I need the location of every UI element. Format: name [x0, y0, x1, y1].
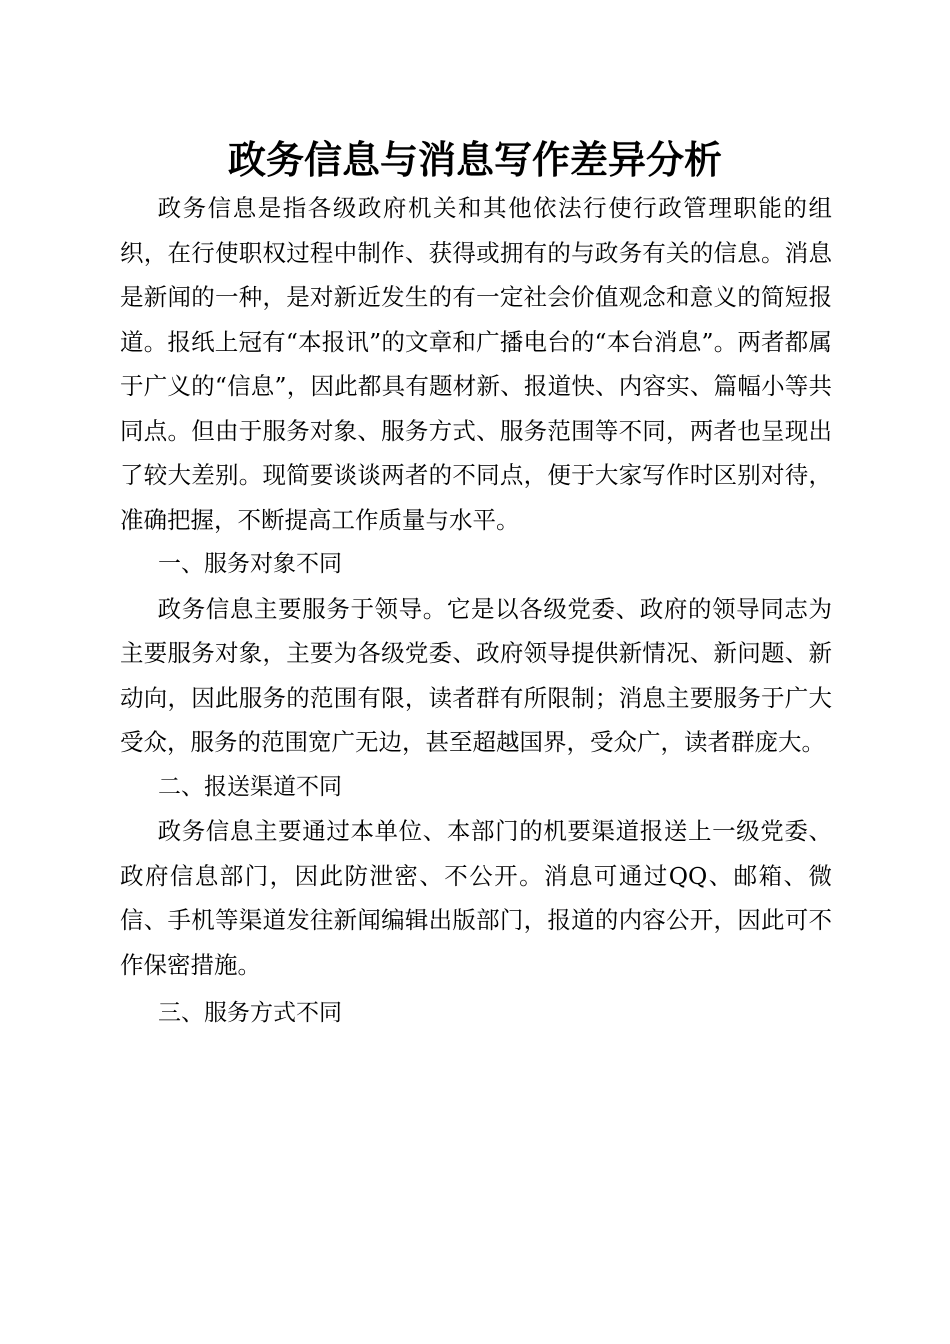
section-paragraph-1: 政务信息主要服务于领导。它是以各级党委、政府的领导同志为主要服务对象，主要为各级党委、政府领导提供新情况、新问题、新动向，因此服务的范围有限，读者群有所限制；消息主要服务于广大受众，服务的范围宽广无边，甚至超越国界，受众广，读者群庞大。 — [120, 594, 832, 756]
section-heading-3: 三、服务方式不同 — [158, 1000, 342, 1026]
document-title: 政务信息与消息写作差异分析 — [227, 137, 722, 182]
document-body — [120, 186, 832, 1036]
section-heading-2: 二、报送渠道不同 — [158, 773, 342, 800]
section-paragraph-2: 政务信息主要通过本单位、本部门的机要渠道报送上一级党委、政府信息部门，因此防泄密、不公开。消息可通过QQ、邮箱、微信、手机等渠道发往新闻编辑出版部门，报道的内容公开，因此可不作保密措施。 — [120, 817, 832, 979]
intro-paragraph: 政务信息是指各级政府机关和其他依法行使行政管理职能的组织，在行使职权过程中制作、获得或拥有的与政务有关的信息。消息是新闻的一种，是对新近发生的有一定社会价值观念和意义的简短报道。报纸上冠有“本报讯”的文章和广播电台的“本台消息”。两者都属于广义的“信息”，因此都具有题材新、报道快、内容实、篇幅小等共同点。但由于服务对象、服务方式、服务范围等不同，两者也呈现出了较大差别。现简要谈谈两者的不同点，便于大家写作时区别对待，准确把握，不断提高工作质量与水平。 — [120, 194, 832, 534]
section-heading-1: 一、服务对象不同 — [158, 551, 342, 577]
